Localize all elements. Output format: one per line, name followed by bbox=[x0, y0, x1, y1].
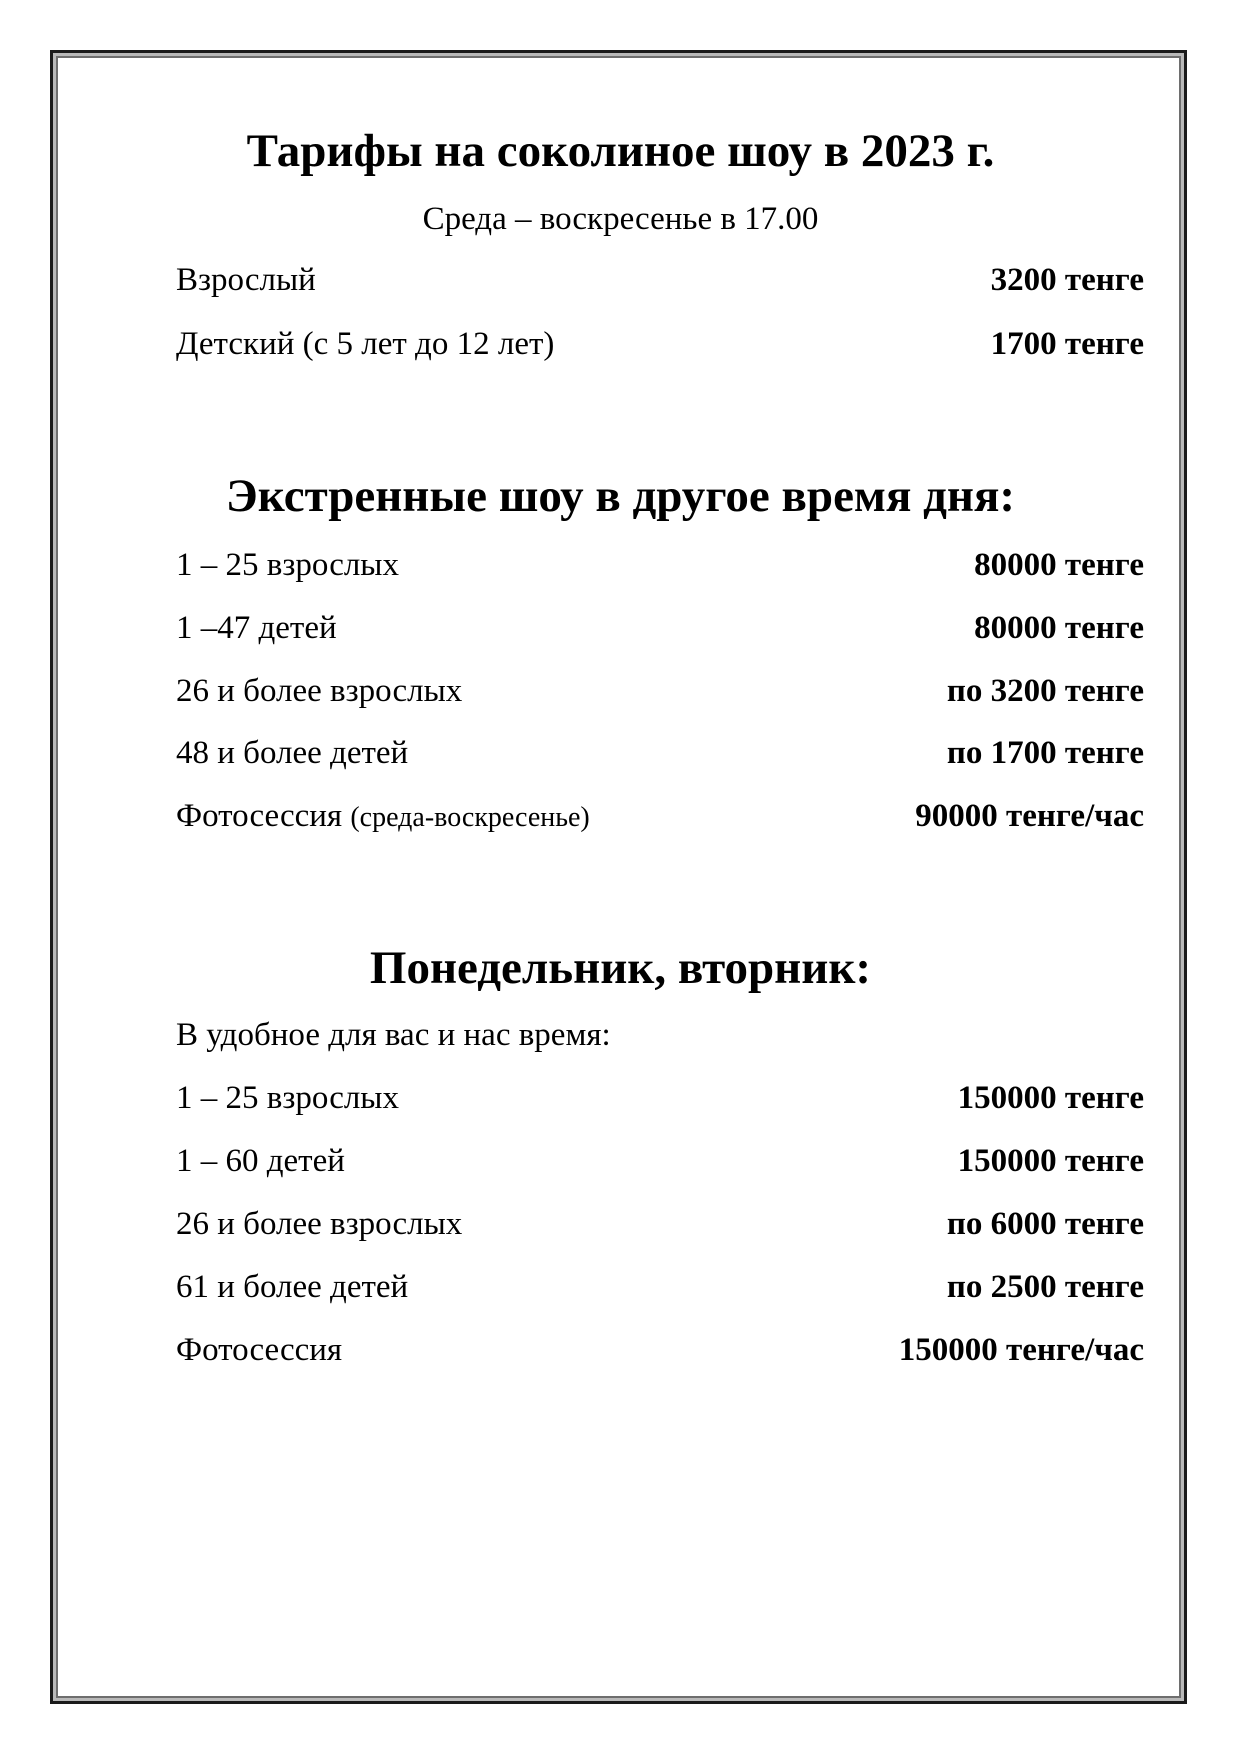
row-price: 80000 тенге bbox=[974, 610, 1144, 646]
row-price: 1700 тенге bbox=[990, 326, 1144, 362]
row-label: Фотосессия bbox=[176, 1332, 343, 1368]
row-label: 48 и более детей bbox=[176, 735, 409, 771]
price-row bbox=[176, 608, 1144, 648]
price-row bbox=[176, 1078, 1144, 1118]
price-row bbox=[176, 1267, 1144, 1307]
row-label-note: (среда-воскресенье) bbox=[350, 802, 590, 833]
row-label: Детский (с 5 лет до 12 лет) bbox=[176, 326, 555, 362]
row-price: 150000 тенге bbox=[957, 1143, 1144, 1179]
row-price: по 2500 тенге bbox=[946, 1269, 1144, 1305]
row-price: по 1700 тенге bbox=[946, 735, 1144, 771]
row-label: 1 – 25 взрослых bbox=[176, 547, 399, 583]
price-row-photosession bbox=[176, 1330, 1144, 1370]
row-label: 26 и более взрослых bbox=[176, 1206, 463, 1242]
row-label: Взрослый bbox=[176, 262, 316, 298]
row-price: по 3200 тенге bbox=[946, 673, 1144, 709]
row-label-main: Фотосессия bbox=[176, 798, 343, 834]
price-row-photosession bbox=[176, 796, 1144, 836]
row-label: 1 – 25 взрослых bbox=[176, 1080, 399, 1116]
price-row-adult bbox=[176, 260, 1144, 300]
row-price: 150000 тенге/час bbox=[898, 1332, 1144, 1368]
price-row bbox=[176, 545, 1144, 585]
row-label: 1 –47 детей bbox=[176, 610, 337, 646]
price-row bbox=[176, 733, 1144, 773]
row-price: 80000 тенге bbox=[974, 547, 1144, 583]
section-title-mon-tue: Понедельник, вторник: bbox=[369, 942, 872, 994]
price-row bbox=[176, 1204, 1144, 1244]
section-note: В удобное для вас и нас время: bbox=[176, 1017, 611, 1053]
section-title-extra-shows: Экстренные шоу в другое время дня: bbox=[225, 470, 1016, 522]
price-row-child bbox=[176, 324, 1144, 364]
row-price: 90000 тенге/час bbox=[915, 798, 1144, 834]
row-label bbox=[176, 796, 590, 838]
row-label: 26 и более взрослых bbox=[176, 673, 463, 709]
row-price: 150000 тенге bbox=[957, 1080, 1144, 1116]
row-label: 1 – 60 детей bbox=[176, 1143, 345, 1179]
price-row bbox=[176, 1141, 1144, 1181]
price-row bbox=[176, 671, 1144, 711]
row-label: 61 и более детей bbox=[176, 1269, 409, 1305]
row-price: 3200 тенге bbox=[990, 262, 1144, 298]
schedule-subtitle: Среда – воскресенье в 17.00 bbox=[422, 201, 819, 237]
section-title-tariffs: Тарифы на соколиное шоу в 2023 г. bbox=[246, 125, 995, 177]
row-price: по 6000 тенге bbox=[946, 1206, 1144, 1242]
